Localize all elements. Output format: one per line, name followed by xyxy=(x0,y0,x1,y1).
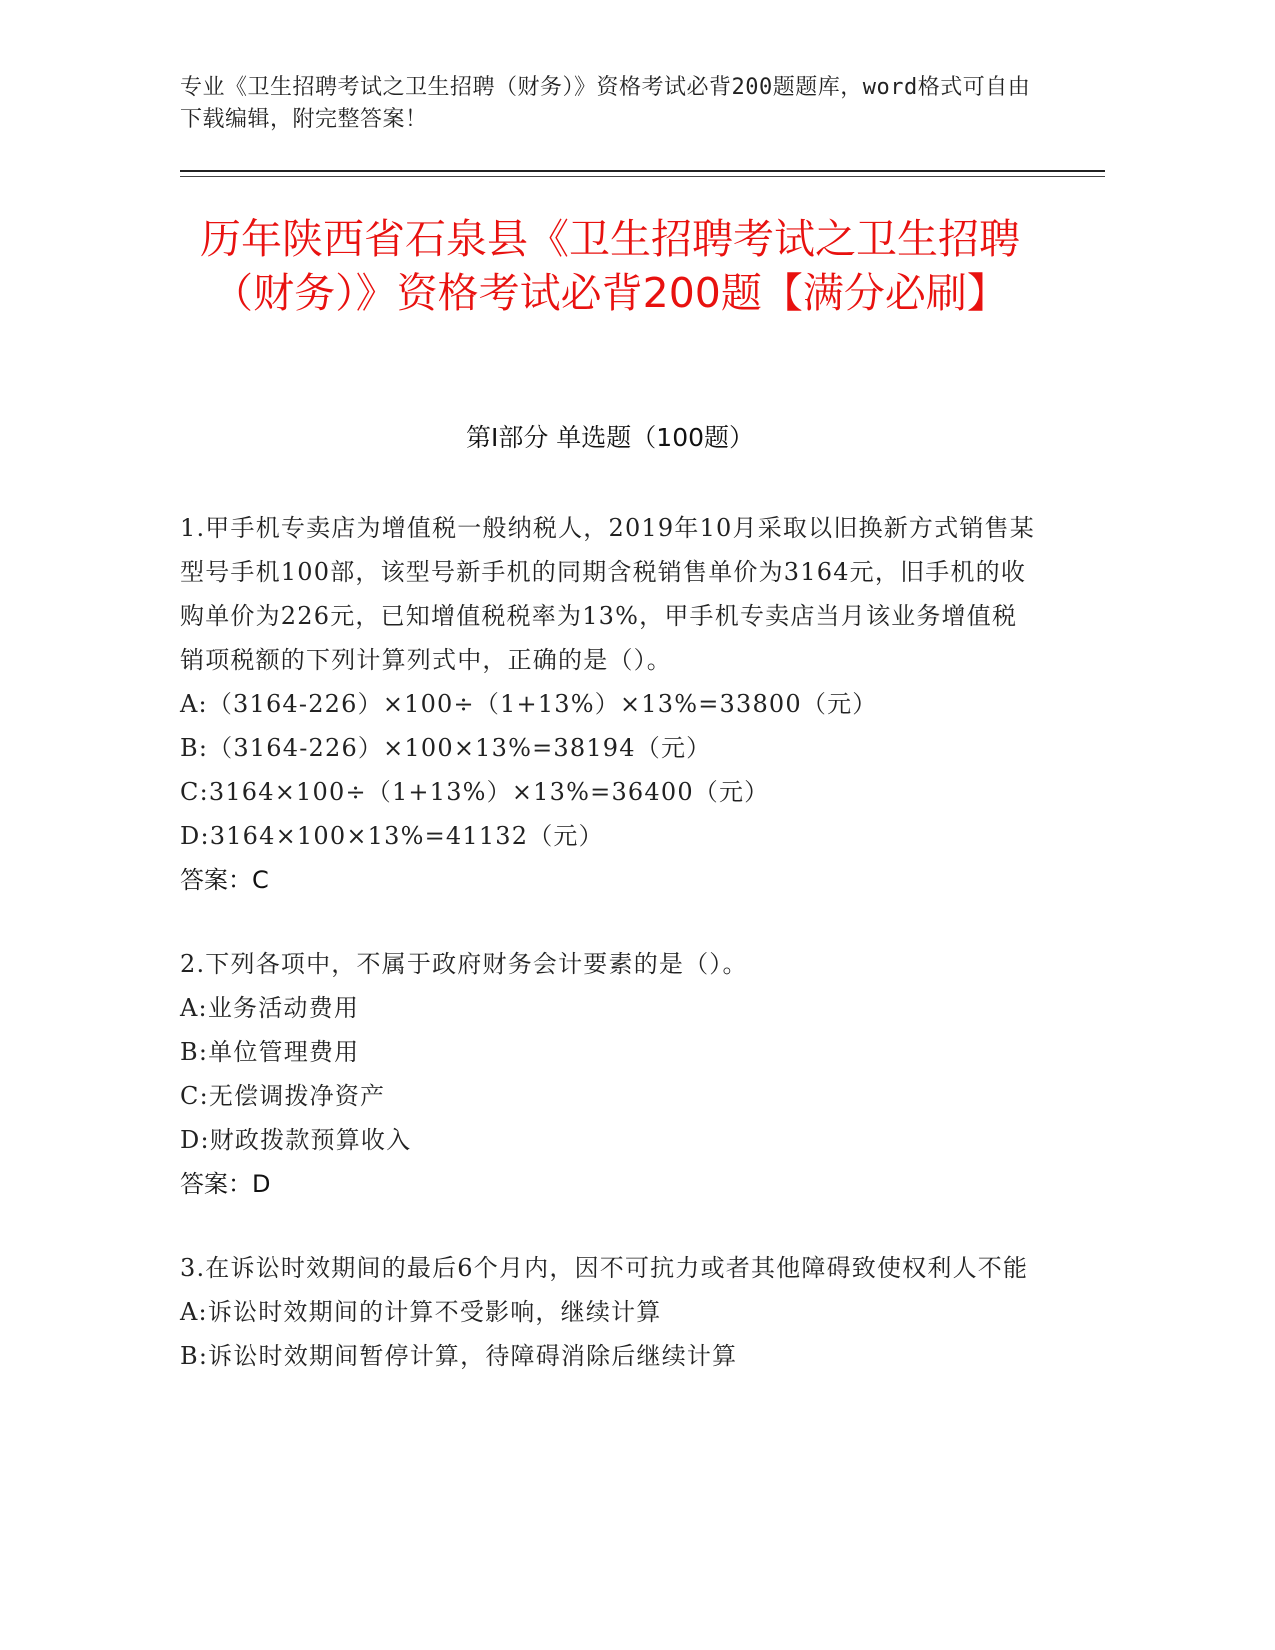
header-rule-thick xyxy=(180,170,1105,172)
option-c: C:无偿调拨净资产 xyxy=(180,1082,386,1110)
question-list xyxy=(180,506,1040,1418)
answer: 答案：D xyxy=(180,1170,271,1198)
option-a: A:业务活动费用 xyxy=(180,994,360,1022)
option-b: B:（3164-226）×100×13%=38194（元） xyxy=(180,734,712,762)
question-stem: 2.下列各项中，不属于政府财务会计要素的是（）。 xyxy=(180,950,748,978)
question-stem: 3.在诉讼时效期间的最后6个月内，因不可抗力或者其他障碍致使权利人不能 xyxy=(180,1254,1029,1282)
question-2 xyxy=(180,942,1040,1206)
section-title: 第I部分 单选题（100题） xyxy=(465,423,755,452)
option-a: A:（3164-226）×100÷（1+13%）×13%=33800（元） xyxy=(180,690,878,718)
question-stem: 1.甲手机专卖店为增值税一般纳税人，2019年10月采取以旧换新方式销售某型号手机100部，该型号新手机的同期含税销售单价为3164元，旧手机的收购单价为226元，已知增值税税率为13%，甲手机专卖店当月该业务增值税销项税额的下列计算列式中，正确的是（）。 xyxy=(180,514,1035,674)
option-b: B:诉讼时效期间暂停计算，待障碍消除后继续计算 xyxy=(180,1342,738,1370)
question-1 xyxy=(180,506,1040,902)
header-rule-thin xyxy=(180,176,1105,177)
option-d: D:财政拨款预算收入 xyxy=(180,1126,412,1154)
option-a: A:诉讼时效期间的计算不受影响，继续计算 xyxy=(180,1298,662,1326)
answer: 答案：C xyxy=(180,866,269,894)
document-title: 历年陕西省石泉县《卫生招聘考试之卫生招聘（财务）》资格考试必背200题【满分必刷】 xyxy=(200,215,1020,317)
option-d: D:3164×100×13%=41132（元） xyxy=(180,822,604,850)
header-note: 专业《卫生招聘考试之卫生招聘（财务）》资格考试必背200题题库，word格式可自由下载编辑，附完整答案！ xyxy=(180,75,1031,132)
option-b: B:单位管理费用 xyxy=(180,1038,360,1066)
option-c: C:3164×100÷（1+13%）×13%=36400（元） xyxy=(180,778,770,806)
question-3 xyxy=(180,1246,1040,1378)
